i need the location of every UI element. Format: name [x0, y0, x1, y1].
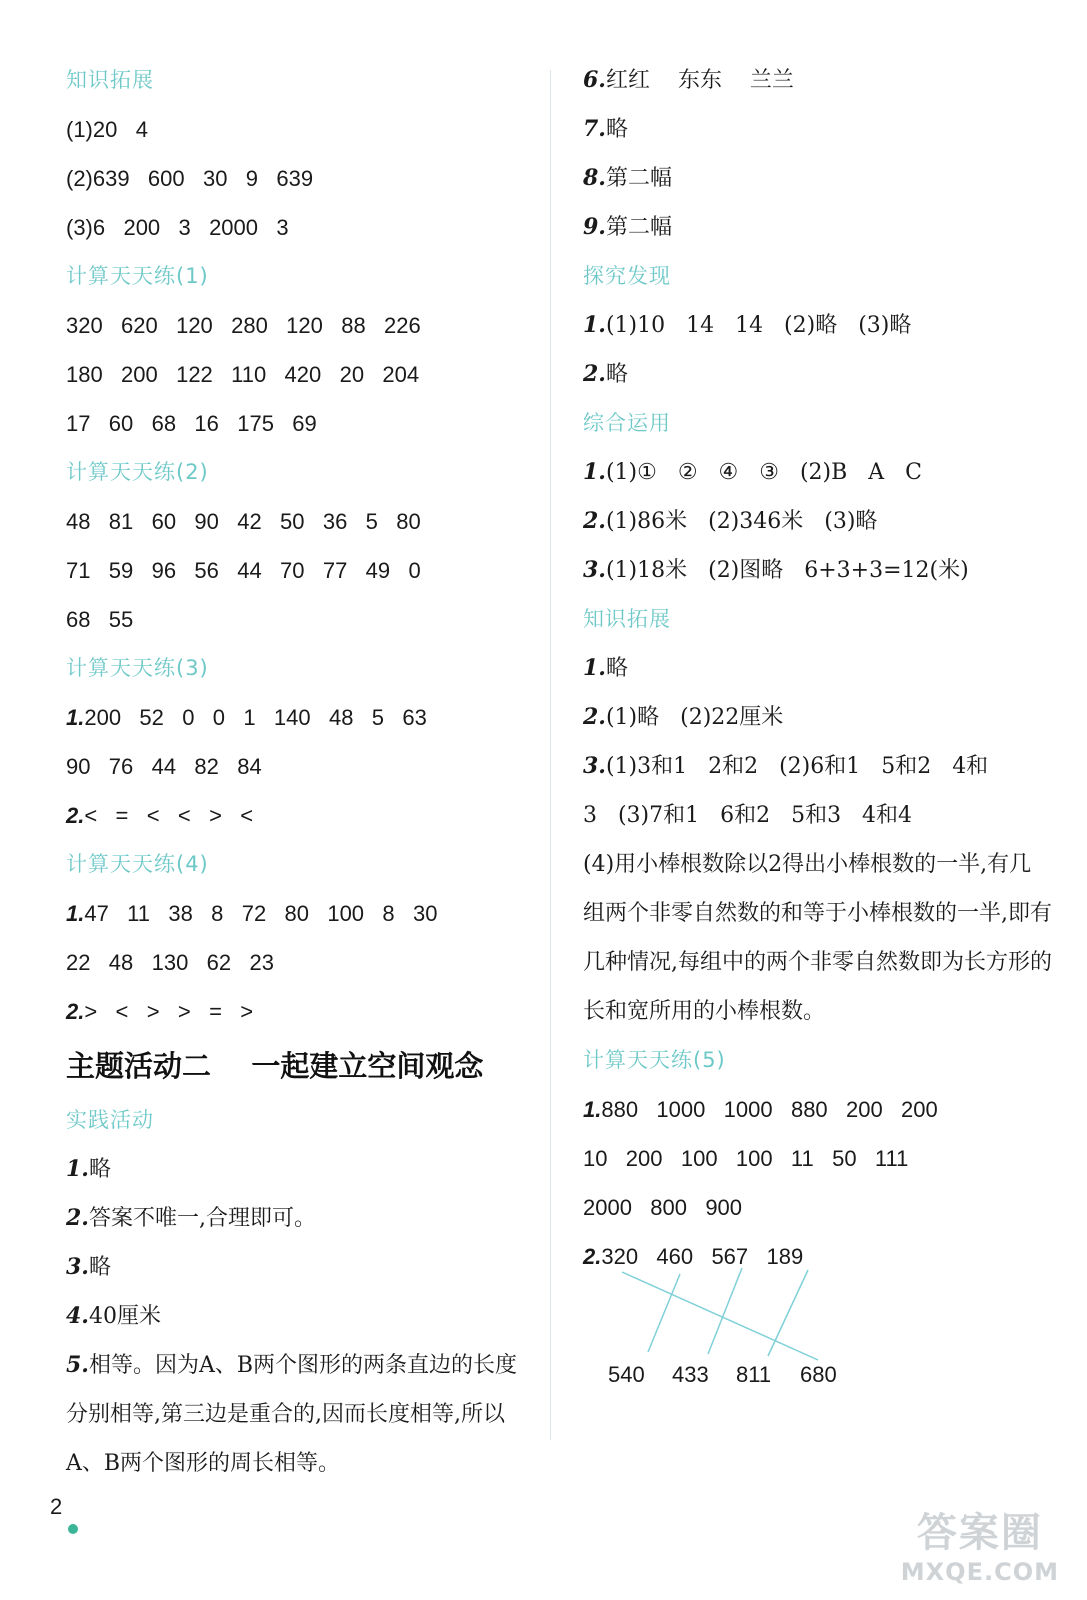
answer-line [583, 56, 1053, 105]
answer-line: 22 48 130 62 23 [66, 950, 274, 975]
answer-line [583, 105, 1053, 154]
answer-line [583, 742, 1053, 791]
answer-text: 第二幅 [605, 215, 672, 240]
answer-text: (1)10 14 14 (2)略 (3)略 [605, 313, 912, 338]
answer-line [583, 350, 1053, 399]
answer-text: (1)3和1 2和2 (2)6和1 5和2 4和 [605, 754, 989, 779]
item-number: 4. [66, 1303, 89, 1329]
answer-line [583, 497, 1053, 546]
answer-line [66, 1194, 536, 1243]
item-number: 1. [66, 1156, 89, 1182]
answer-text: 880 1000 1000 880 200 200 [601, 1097, 938, 1122]
answer-line [66, 791, 536, 840]
answer-text: 相等。因为A、B两个图形的两条直边的长度分别相等,第三边是重合的,因而长度相等,所以A、B两个图形的周长相等。 [66, 1353, 518, 1476]
answer-line: 48 81 60 90 42 50 36 5 80 [66, 509, 421, 534]
item-number: 8. [583, 165, 606, 191]
matching-line [622, 1272, 818, 1360]
item-number: 2. [583, 361, 606, 387]
answer-text: < = < < > < [84, 803, 254, 828]
item-number: 1. [583, 655, 606, 681]
answer-line [66, 1243, 536, 1292]
section-heading-calc-2: 计算天天练(2) [66, 460, 209, 484]
item-number: 1. [66, 705, 85, 730]
answer-text: 略 [605, 117, 628, 142]
answer-text: 第二幅 [605, 166, 672, 191]
item-number: 2. [583, 1244, 602, 1269]
item-number: 2. [583, 508, 606, 534]
result-value: 540 [608, 1362, 645, 1387]
item-number: 6. [583, 67, 606, 93]
item-number: 1. [583, 459, 606, 485]
answer-text: (1)① ② ④ ③ (2)B A C [605, 460, 922, 485]
answer-line [583, 1085, 1053, 1134]
section-heading-calc-5: 计算天天练(5) [583, 1048, 726, 1072]
answer-text: (1)86米 (2)346米 (3)略 [605, 509, 878, 534]
answer-text: 略 [605, 656, 628, 681]
item-number: 2. [583, 704, 606, 730]
answer-line: (2)639 600 30 9 639 [66, 166, 314, 191]
answer-line [583, 448, 1053, 497]
answer-line: 180 200 122 110 420 20 204 [66, 362, 420, 387]
section-heading-calc-3: 计算天天练(3) [66, 656, 209, 680]
answer-line: 2000 800 900 [583, 1195, 743, 1220]
answer-text: 答案不唯一,合理即可。 [88, 1206, 316, 1231]
matching-line [708, 1268, 742, 1354]
right-column [583, 56, 1053, 1281]
matching-lines-diagram [600, 1262, 830, 1362]
item-number: 7. [583, 116, 606, 142]
answer-paragraph: (4)用小棒根数除以2得出小棒根数的一半,有几组两个非零自然数的和等于小棒根数的一半,即有几种情况,每组中的两个非零自然数即为长方形的长和宽所用的小棒根数。 [583, 852, 1052, 1024]
section-heading-explore: 探究发现 [583, 264, 671, 288]
answer-text: 320 460 567 189 [601, 1244, 804, 1269]
answer-text: (1)18米 (2)图略 6+3+3=12(米) [605, 558, 969, 583]
section-heading-knowledge: 知识拓展 [66, 68, 154, 92]
section-heading-calc-1: 计算天天练(1) [66, 264, 209, 288]
section-heading-knowledge: 知识拓展 [583, 607, 671, 631]
result-value: 433 [672, 1362, 709, 1387]
page-dot [68, 1524, 78, 1534]
watermark-text: 答案圈 [916, 1510, 1043, 1556]
answer-text: 红红 东东 兰兰 [605, 68, 794, 93]
answer-text: 47 11 38 8 72 80 100 8 30 [84, 901, 438, 926]
result-value: 680 [800, 1362, 837, 1387]
answer-line: 90 76 44 82 84 [66, 754, 262, 779]
answer-line: 320 620 120 280 120 88 226 [66, 313, 421, 338]
answer-text: 略 [88, 1157, 111, 1182]
item-number: 1. [583, 312, 606, 338]
page-number: 2 [50, 1494, 63, 1519]
answer-line: 3 (3)7和1 6和2 5和3 4和4 [583, 803, 913, 828]
matching-line [768, 1270, 808, 1356]
answer-text: 略 [88, 1255, 111, 1280]
section-heading-practice: 实践活动 [66, 1108, 154, 1132]
answer-line [583, 644, 1053, 693]
item-number: 5. [66, 1352, 89, 1378]
answer-line [583, 546, 1053, 595]
item-number: 3. [583, 557, 606, 583]
result-value: 811 [736, 1362, 772, 1387]
answer-line [66, 889, 536, 938]
item-number: 1. [583, 1097, 602, 1122]
item-number: 2. [66, 1205, 89, 1231]
answer-text: > < > > = > [84, 999, 254, 1024]
theme-title: 主题活动二 一起建立空间观念 [66, 1049, 484, 1083]
answer-line: 68 55 [66, 607, 134, 632]
watermark-logo [901, 1501, 1059, 1586]
answer-line: 10 200 100 100 11 50 111 [583, 1146, 909, 1171]
section-heading-apply: 综合运用 [583, 411, 671, 435]
answer-text: 略 [605, 362, 628, 387]
answer-line [583, 154, 1053, 203]
answer-line [66, 1145, 536, 1194]
left-column [66, 56, 536, 1488]
answer-text: 200 52 0 0 1 140 48 5 63 [84, 705, 427, 730]
item-number: 1. [66, 901, 85, 926]
answer-line [583, 203, 1053, 252]
answer-line: 71 59 96 56 44 70 77 49 0 [66, 558, 421, 583]
answer-line: 17 60 68 16 175 69 [66, 411, 317, 436]
answer-line: (3)6 200 3 2000 3 [66, 215, 289, 240]
answer-line [66, 987, 536, 1036]
answer-line [583, 693, 1053, 742]
answer-text: (1)略 (2)22厘米 [605, 705, 784, 730]
answer-line [66, 693, 536, 742]
item-number: 3. [66, 1254, 89, 1280]
answer-line [66, 1292, 536, 1341]
answer-text: 40厘米 [88, 1304, 161, 1329]
item-number: 9. [583, 214, 606, 240]
item-number: 3. [583, 753, 606, 779]
section-heading-calc-4: 计算天天练(4) [66, 852, 209, 876]
answer-line [583, 301, 1053, 350]
watermark-url: MXQE.COM [900, 1558, 1059, 1586]
answer-line: (1)20 4 [66, 117, 148, 142]
item-number: 2. [66, 803, 85, 828]
item-number: 2. [66, 999, 85, 1024]
column-divider [550, 70, 551, 1440]
answer-paragraph [66, 1341, 536, 1488]
